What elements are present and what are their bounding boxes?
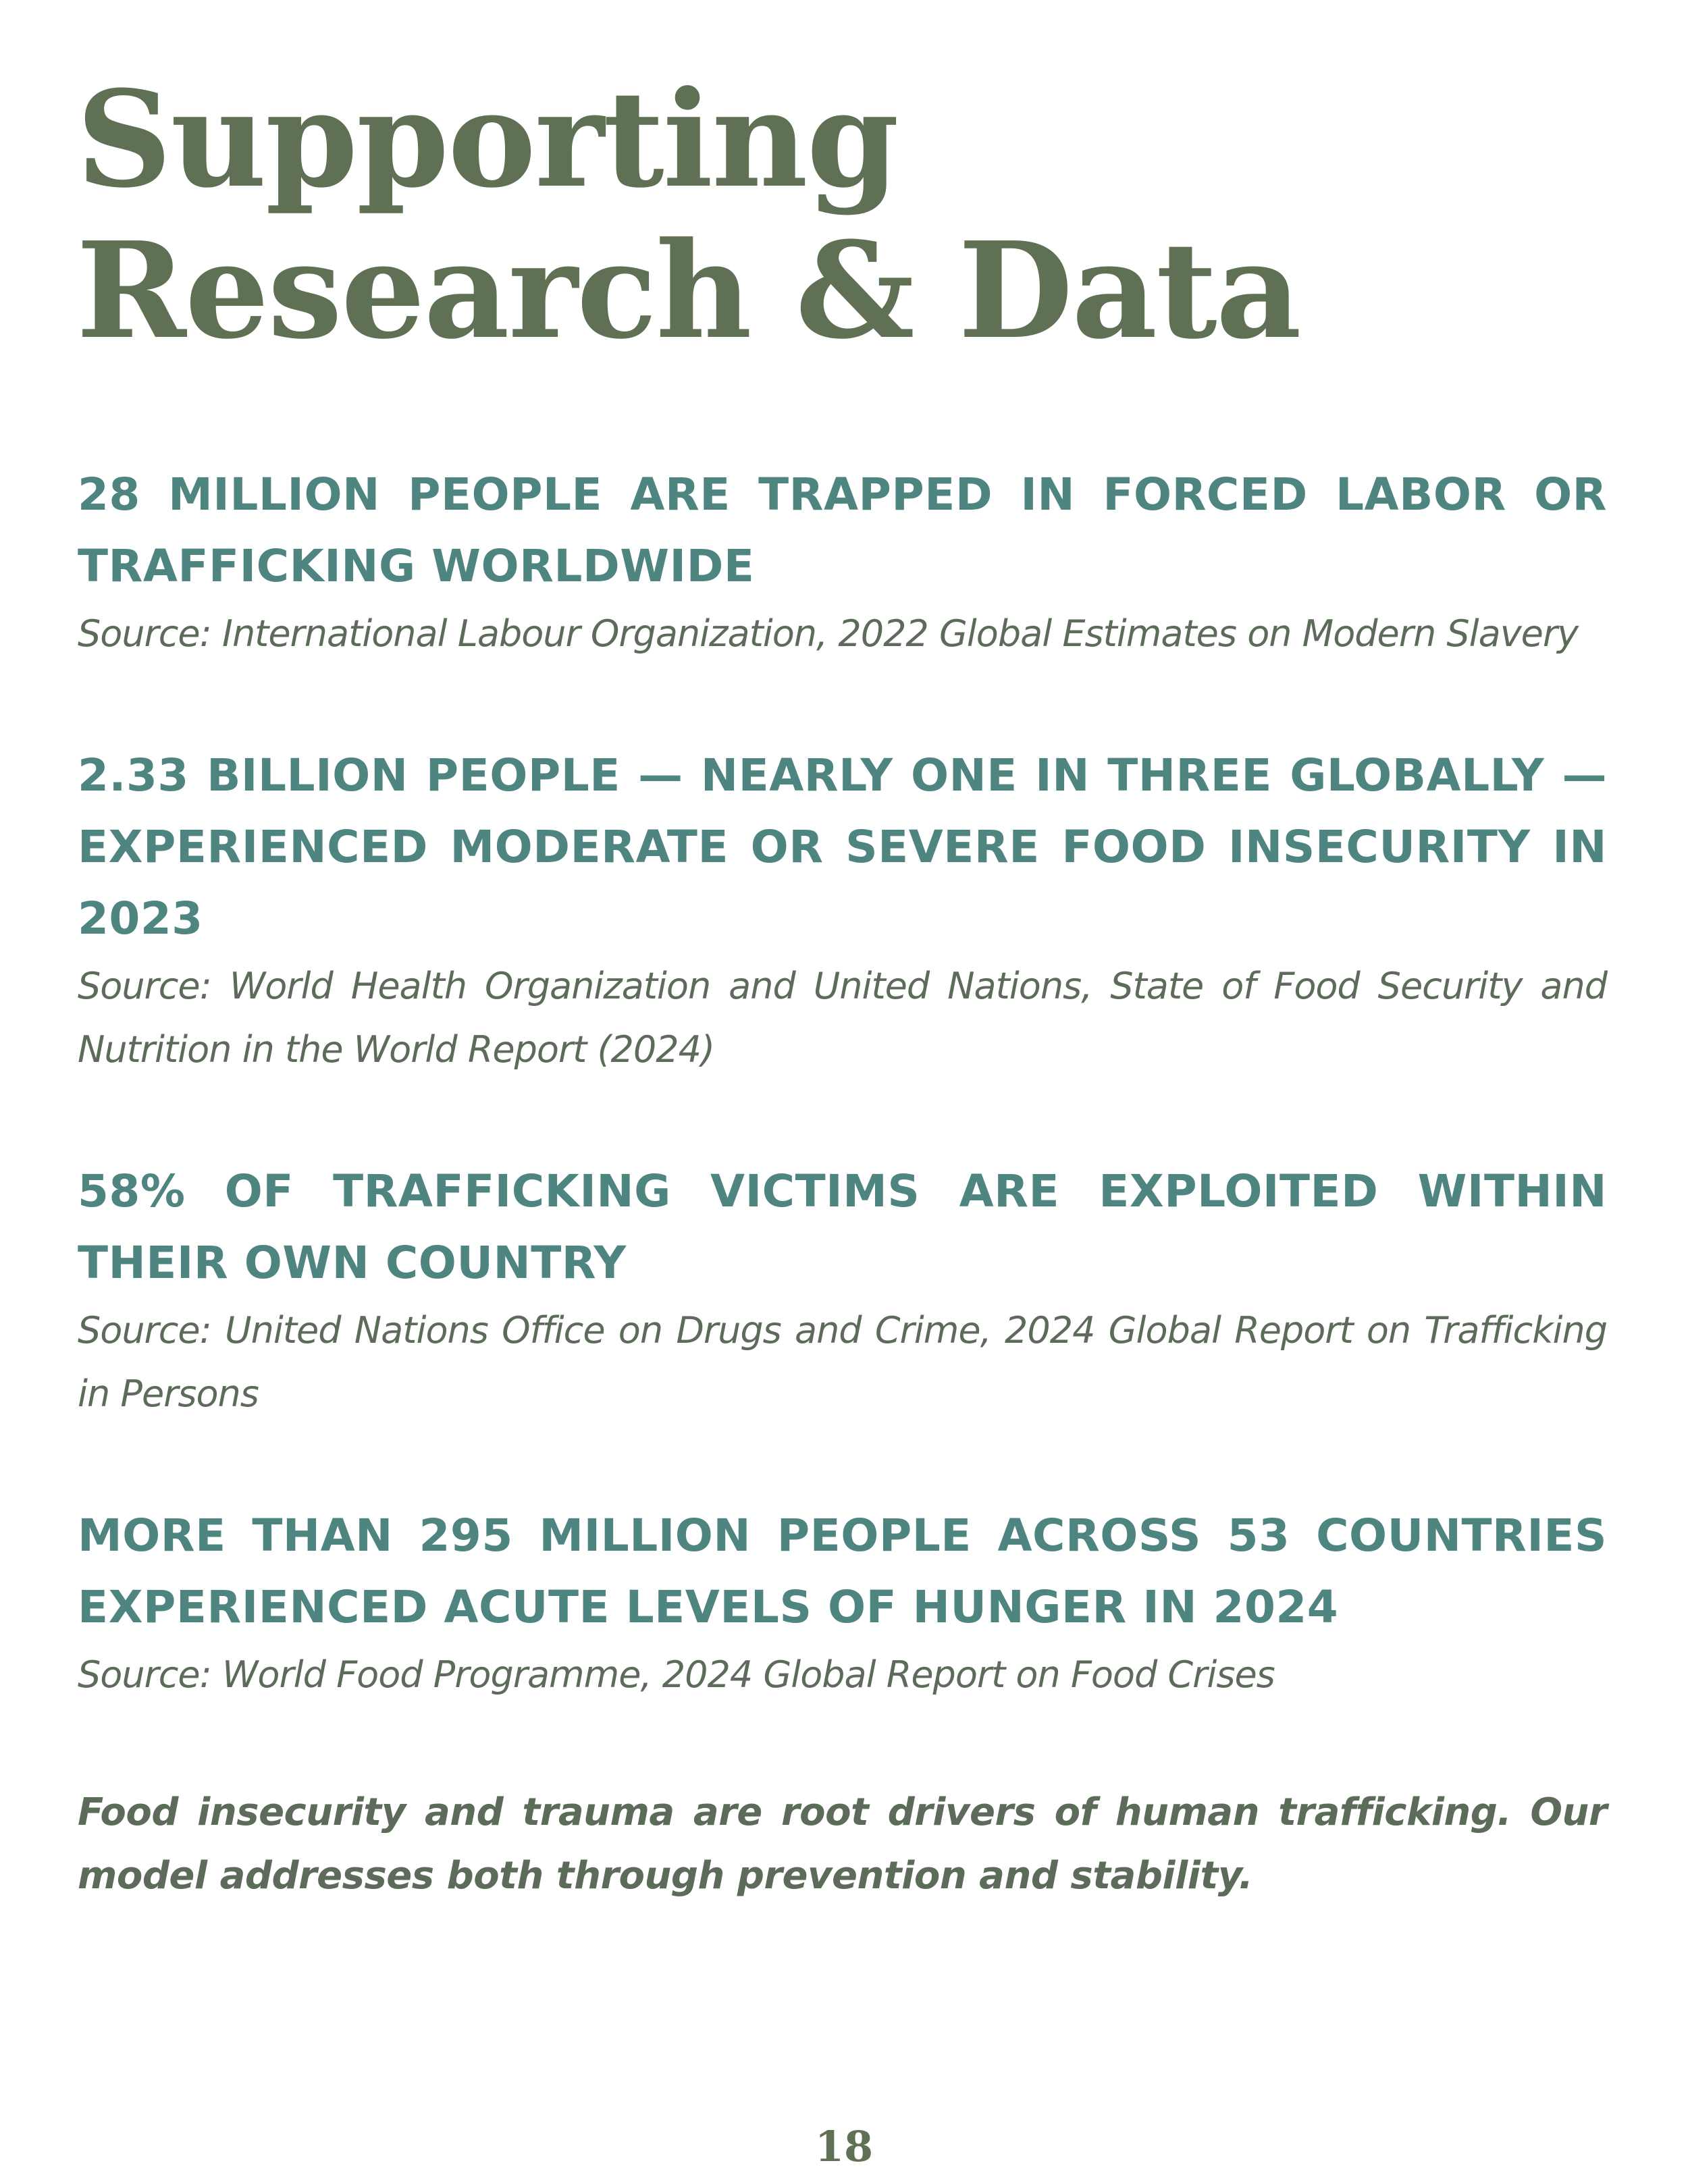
page-title [76, 64, 1562, 367]
stat-heading: 2.33 BILLION PEOPLE — NEARLY ONE IN THREE GLOBALLY — EXPERIENCED MODERATE OR SEVERE FOOD INSECURITY IN 2023 [78, 749, 1607, 944]
stat-heading: 28 MILLION PEOPLE ARE TRAPPED IN FORCED LABOR OR TRAFFICKING WORLDWIDE [78, 469, 1607, 592]
stat-source: Source: International Labour Organization, 2022 Global Estimates on Modern Slavery [78, 612, 1579, 655]
stat-heading: MORE THAN 295 MILLION PEOPLE ACROSS 53 COUNTRIES EXPERIENCED ACUTE LEVELS OF HUNGER IN 2024 [78, 1510, 1607, 1633]
statistics-list [78, 459, 1607, 1908]
stat-source: Source: World Health Organization and United Nations, State of Food Security and Nutrition in the World Report (2024) [78, 965, 1607, 1071]
stat-item [78, 1156, 1607, 1426]
stat-heading: 58% OF TRAFFICKING VICTIMS ARE EXPLOITED WITHIN THEIR OWN COUNTRY [78, 1165, 1607, 1289]
stat-item [78, 459, 1607, 666]
stat-source: Source: World Food Programme, 2024 Global Report on Food Crises [78, 1653, 1275, 1696]
page-number: 18 [814, 2122, 874, 2171]
page-title-line-1: Supporting [76, 62, 898, 217]
page-title-line-2: Research & Data [76, 213, 1300, 369]
stat-source: Source: United Nations Office on Drugs and Crime, 2024 Global Report on Trafficking in Persons [78, 1309, 1607, 1415]
stat-item [78, 1500, 1607, 1707]
stat-item [78, 740, 1607, 1082]
closing-statement: Food insecurity and trauma are root drivers of human trafficking. Our model addresses both through prevention and stability. [78, 1790, 1607, 1898]
